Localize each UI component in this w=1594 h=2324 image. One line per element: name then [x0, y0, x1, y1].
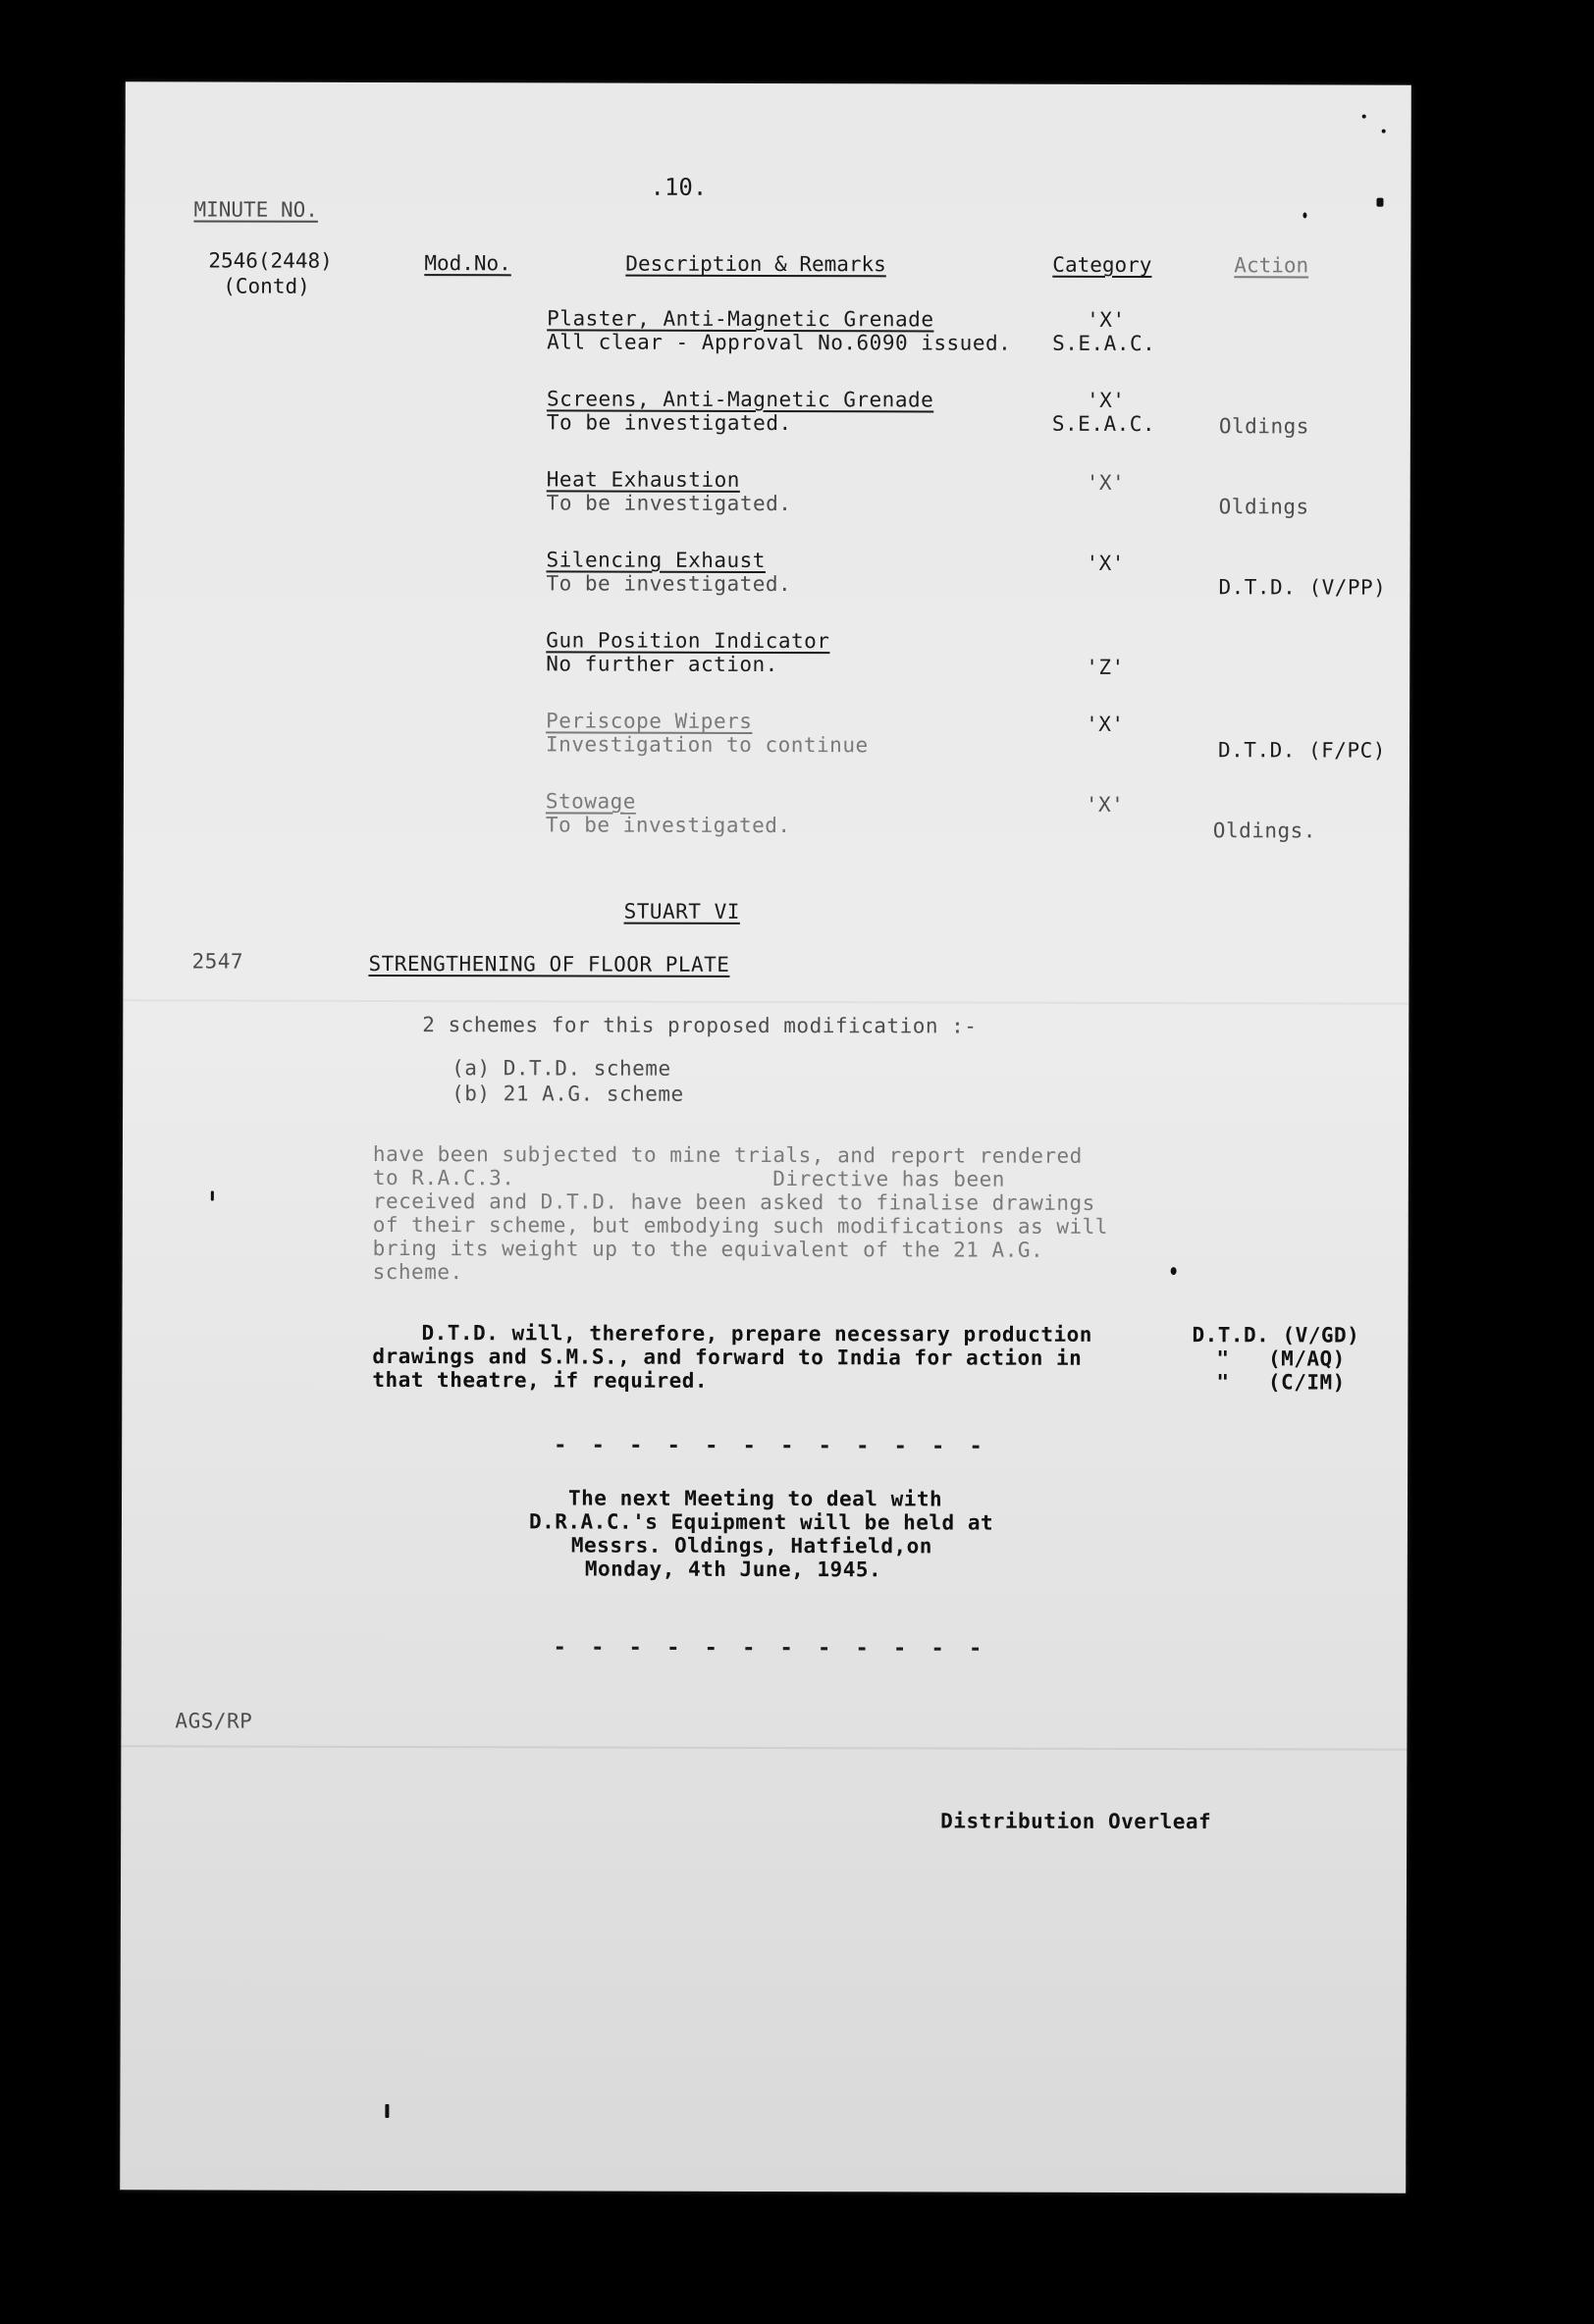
item-title: Stowage [545, 789, 636, 814]
speck-mark [1171, 1267, 1177, 1275]
item-remark: To be investigated. [546, 410, 792, 436]
paragraph-line: to R.A.C.3. Directive has been [372, 1165, 1005, 1191]
item-category-area: S.E.A.C. [1052, 331, 1156, 356]
section-title: STRENGTHENING OF FLOOR PLATE [368, 951, 730, 977]
fold-line [121, 1745, 1407, 1750]
paragraph-line: D.T.D. will, therefore, prepare necessary production [421, 1321, 1092, 1347]
item-action: D.T.D. (V/PP) [1218, 575, 1387, 600]
speck-mark [211, 1191, 214, 1201]
meeting-line: Messrs. Oldings, Hatfield,on [570, 1533, 932, 1558]
speck-mark [1376, 198, 1383, 207]
item-category: 'X' [1086, 712, 1125, 736]
action-code: D.T.D. (V/GD) [1192, 1323, 1360, 1347]
item-category: 'X' [1086, 470, 1126, 495]
column-category: Category [1052, 252, 1152, 278]
item-category: 'X' [1087, 307, 1126, 332]
speck-mark [1382, 130, 1386, 133]
item-remark: To be investigated. [546, 491, 792, 516]
paragraph-line: that theatre, if required. [372, 1367, 709, 1393]
item-category: 'X' [1086, 551, 1126, 575]
item-title: Plaster, Anti-Magnetic Grenade [547, 306, 934, 332]
item-action: D.T.D. (F/PC) [1218, 738, 1386, 763]
item-remark: All clear - Approval No.6090 issued. [547, 330, 1012, 355]
distribution-note: Distribution Overleaf [940, 1809, 1212, 1834]
item-remark: Investigation to continue [546, 732, 869, 758]
section-heading: STUART VI [623, 899, 740, 924]
scheme-b: (b) 21 A.G. scheme [452, 1082, 684, 1106]
item-category-area: S.E.A.C. [1051, 411, 1156, 437]
speck-mark [1362, 115, 1366, 119]
item-title: Periscope Wipers [546, 709, 753, 733]
page-number: .10. [650, 173, 708, 201]
column-description: Description & Remarks [625, 251, 886, 277]
minute-no: 2546(2448) [208, 248, 333, 273]
item-remark: No further action. [546, 652, 778, 677]
paragraph-line: drawings and S.M.S., and forward to India for action in [372, 1344, 1083, 1370]
paragraph-line: have been subjected to mine trials, and report rendered [372, 1141, 1083, 1168]
column-action: Action [1234, 253, 1309, 278]
section-minute-no: 2547 [191, 949, 244, 974]
item-category: 'Z' [1086, 655, 1125, 679]
separator-dashes: - - - - - - - - - - - - [554, 1433, 988, 1459]
item-remark: To be investigated. [546, 571, 792, 597]
meeting-line: Monday, 4th June, 1945. [584, 1557, 882, 1582]
item-title: Silencing Exhaust [546, 548, 767, 572]
paragraph-line: scheme. [372, 1259, 463, 1285]
speck-mark [385, 2104, 389, 2118]
item-category: 'X' [1085, 792, 1125, 817]
reference-initials: AGS/RP [175, 1709, 253, 1733]
item-action: Oldings [1218, 414, 1309, 439]
separator-dashes: - - - - - - - - - - - - [553, 1635, 988, 1662]
item-title: Heat Exhaustion [546, 467, 740, 492]
minute-no-label: MINUTE NO. [193, 197, 318, 222]
paragraph-line: bring its weight up to the equivalent of the 21 A.G. [372, 1236, 1044, 1262]
document-page [120, 81, 1411, 2192]
column-mod-no: Mod.No. [424, 251, 511, 276]
scheme-a: (a) D.T.D. scheme [452, 1056, 671, 1081]
action-code: " (C/IM) [1216, 1370, 1346, 1395]
speck-mark [1302, 212, 1306, 218]
paragraph-line: received and D.T.D. have been asked to finalise drawings [372, 1188, 1095, 1215]
paragraph-line: of their scheme, but embodying such modifications as will [372, 1212, 1108, 1239]
meeting-line: D.R.A.C.'s Equipment will be held at [528, 1509, 994, 1535]
item-title: Gun Position Indicator [546, 628, 830, 654]
meeting-line: The next Meeting to deal with [568, 1486, 943, 1511]
minute-contd: (Contd) [223, 274, 310, 298]
schemes-intro: 2 schemes for this proposed modification :- [422, 1013, 978, 1038]
item-remark: To be investigated. [545, 813, 791, 838]
item-action: Oldings. [1212, 819, 1317, 843]
item-title: Screens, Anti-Magnetic Grenade [546, 387, 934, 412]
action-code: " (M/AQ) [1216, 1347, 1346, 1371]
item-action: Oldings [1218, 495, 1309, 519]
item-category: 'X' [1086, 388, 1126, 412]
fold-line [123, 999, 1408, 1004]
